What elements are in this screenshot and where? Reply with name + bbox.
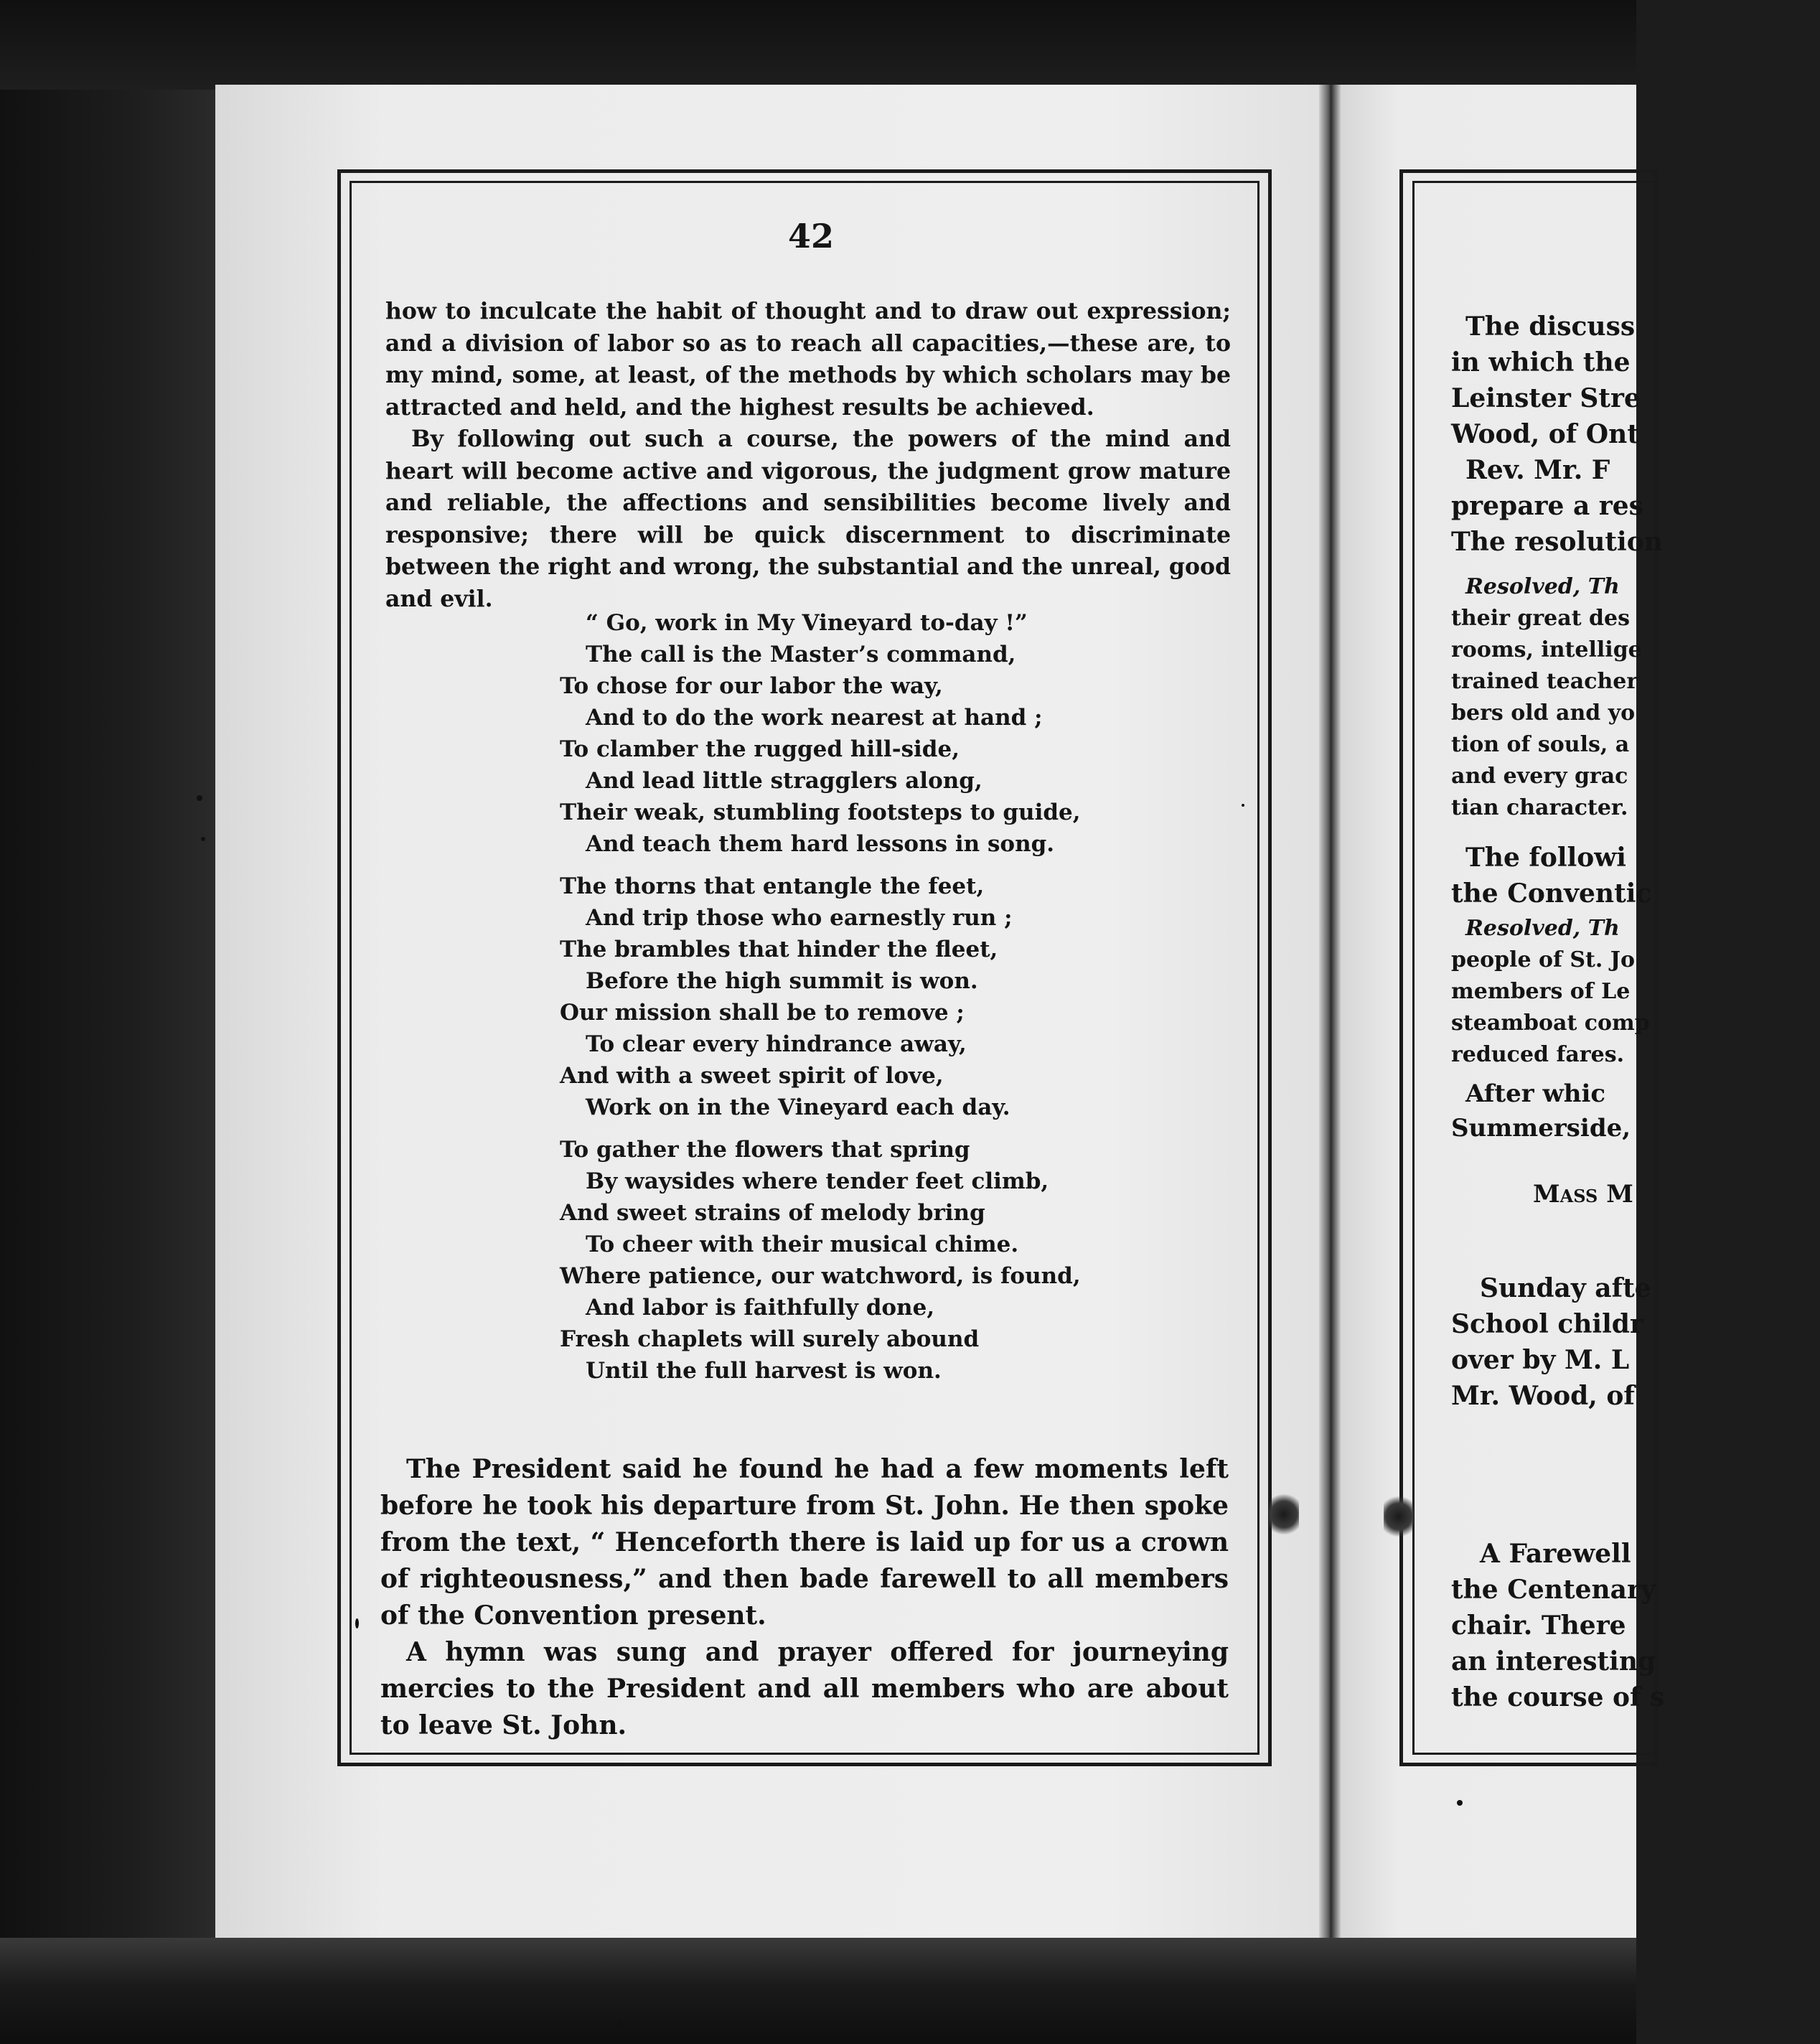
right-page-heading: Mass M <box>1533 1180 1633 1209</box>
poem-line: And sweet strains of melody bring <box>560 1200 985 1226</box>
clasp-mark-left <box>1269 1489 1299 1539</box>
right-line: people of St. Jo <box>1451 947 1635 972</box>
poem-line: Where patience, our watchword, is found, <box>560 1263 1081 1289</box>
right-line: Resolved, Th <box>1465 574 1620 599</box>
right-line: and every grac <box>1451 764 1628 789</box>
poem-line: And labor is faithfully done, <box>586 1295 935 1321</box>
poem-line: Their weak, stumbling footsteps to guide, <box>560 800 1081 825</box>
right-line: in which the <box>1451 347 1631 378</box>
right-line: bers old and yo <box>1451 700 1636 726</box>
right-page-block-e <box>1451 1077 1738 1145</box>
right-line: trained teacher <box>1451 669 1638 694</box>
right-line: tian character. <box>1451 795 1628 820</box>
poem-line: And trip those who earnestly run ; <box>586 905 1013 931</box>
right-line: over by M. L <box>1451 1345 1630 1375</box>
scan-speck <box>617 2020 623 2027</box>
right-line: members of Le <box>1451 979 1631 1004</box>
right-line: The resolution <box>1451 527 1663 557</box>
closing-paragraph-president: The President said he found he had a few moments left before he took his departure from St. John. He then spoke from the text, “ Henceforth there is laid up for us a crown of righteousness,” and then bade farewell to all members of the Convention present. <box>380 1454 1229 1631</box>
right-page-block-c <box>1451 840 1738 911</box>
poem-line: The brambles that hinder the fleet, <box>560 937 998 962</box>
right-line: Leinster Stre <box>1451 383 1641 413</box>
right-line: reduced fares. <box>1451 1042 1625 1067</box>
poem-line: Fresh chaplets will surely abound <box>560 1326 980 1352</box>
poem-stanza-1 <box>560 607 1206 860</box>
second-paragraph: By following out such a course, the powers of the mind and heart will become active and vigorous, the judgment grow mature and reliable, the affections and sensibilities become lively and responsive; there will be quick discernment to discriminate between the right and wrong, the substantial and the unreal, good and evil. <box>385 426 1231 612</box>
poem <box>560 607 1206 1387</box>
poem-line: And to do the work nearest at hand ; <box>586 705 1043 731</box>
poem-line: And with a sweet spirit of love, <box>560 1063 944 1089</box>
poem-line: The call is the Master’s command, <box>586 642 1016 667</box>
right-line: The followi <box>1465 843 1626 873</box>
book-gutter <box>1319 85 1341 1951</box>
right-page-block-b <box>1451 571 1738 824</box>
right-line: an interesting <box>1451 1646 1656 1677</box>
right-line: Mr. Wood, of <box>1451 1381 1635 1411</box>
right-line: School childr <box>1451 1309 1643 1339</box>
right-line: Resolved, Th <box>1465 916 1620 941</box>
poem-line: By waysides where tender feet climb, <box>586 1168 1049 1194</box>
right-line: prepare a res <box>1451 491 1643 521</box>
right-line: the Conventic <box>1451 878 1652 909</box>
poem-line: Our mission shall be to remove ; <box>560 1000 965 1026</box>
right-line: The discuss <box>1465 311 1636 342</box>
right-page-block-a <box>1451 309 1738 560</box>
scan-background-left <box>0 0 215 2044</box>
intro-paragraph: how to inculcate the habit of thought and to draw out expression; and a division of labor so as to reach all capacities,—these are, to my mind, some, at least, of the methods by which scholars may be attracted and held, and the highest results be achieved. <box>385 298 1231 421</box>
poem-line: To cheer with their musical chime. <box>586 1232 1019 1257</box>
body-text-block <box>385 296 1231 615</box>
right-line: rooms, intellige <box>1451 637 1642 662</box>
poem-line: To clear every hindrance away, <box>586 1031 967 1057</box>
right-page-block-g <box>1451 1536 1738 1715</box>
right-line: the course of s <box>1451 1682 1665 1712</box>
right-line: steamboat comp <box>1451 1011 1650 1036</box>
poem-line: The thorns that entangle the feet, <box>560 873 985 899</box>
right-line: chair. There <box>1451 1611 1626 1641</box>
right-line: Summerside, <box>1451 1114 1631 1143</box>
poem-line: Until the full harvest is won. <box>586 1358 942 1384</box>
right-page-block-d <box>1451 913 1738 1071</box>
right-line: their great des <box>1451 606 1630 631</box>
right-line: Wood, of Ont <box>1451 419 1639 449</box>
scan-speck <box>201 837 205 841</box>
right-line: A Farewell <box>1480 1539 1631 1569</box>
scan-speck <box>1242 804 1244 807</box>
poem-line: Before the high summit is won. <box>586 968 978 994</box>
poem-line: To clamber the rugged hill-side, <box>560 736 960 762</box>
poem-line: “ Go, work in My Vineyard to-day !” <box>586 610 1028 636</box>
poem-line: To gather the flowers that spring <box>560 1137 970 1163</box>
right-line: After whic <box>1465 1079 1606 1108</box>
right-line: tion of souls, a <box>1451 732 1630 757</box>
poem-line: Work on in the Vineyard each day. <box>586 1094 1010 1120</box>
poem-stanza-2 <box>560 871 1206 1123</box>
poem-line: And lead little stragglers along, <box>586 768 982 794</box>
scan-background-bottom <box>0 1938 1636 2044</box>
right-page-block-f <box>1451 1270 1738 1414</box>
scan-speck <box>197 795 202 801</box>
right-line: the Centenary <box>1451 1575 1656 1605</box>
poem-line: And teach them hard lessons in song. <box>586 831 1055 857</box>
scan-speck <box>355 1618 359 1628</box>
scan-background-top <box>0 0 1636 90</box>
closing-block <box>380 1451 1229 1744</box>
closing-paragraph-hymn: A hymn was sung and prayer offered for journeying mercies to the President and all members who are about to leave St. John. <box>380 1637 1229 1740</box>
poem-stanza-3 <box>560 1134 1206 1387</box>
right-line: Rev. Mr. F <box>1465 455 1610 485</box>
page-number: 42 <box>787 217 834 255</box>
right-line: Sunday afte <box>1480 1273 1651 1303</box>
poem-line: To chose for our labor the way, <box>560 673 943 699</box>
scan-speck <box>1457 1800 1463 1806</box>
clasp-mark-right <box>1384 1491 1414 1542</box>
